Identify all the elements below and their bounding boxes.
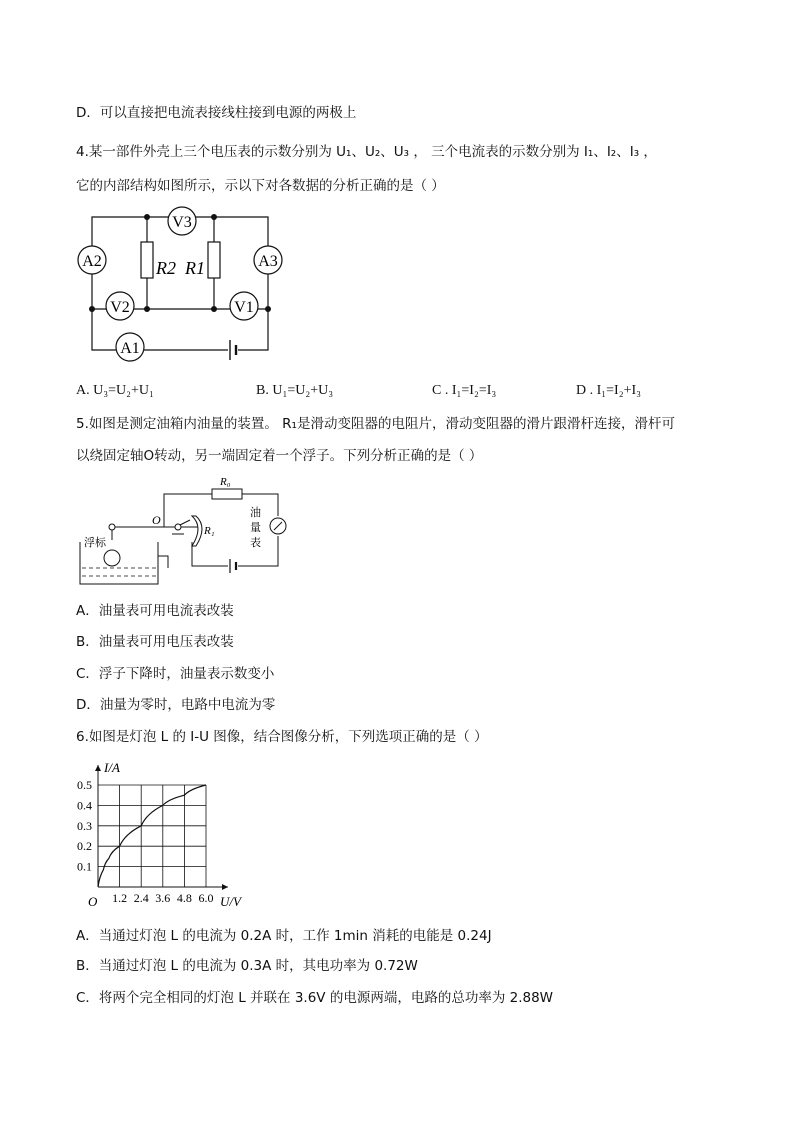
y-tick-label: 0.2 <box>77 839 92 854</box>
gauge-label-3: 表 <box>250 537 261 549</box>
meter-v1 <box>230 292 258 320</box>
meter-v3 <box>168 207 196 235</box>
q4-option-a: A. U₃=U₂+U₁ <box>76 383 154 398</box>
y-axis-label: I/A <box>104 760 120 775</box>
q6-option-c: C．将两个完全相同的灯泡 L 并联在 3.6V 的电源两端，电路的总功率为 2.88W <box>76 990 554 1006</box>
pivot-label: O <box>152 513 161 527</box>
q5-option-b: B．油量表可用电压表改装 <box>76 634 234 650</box>
float-label: 浮标 <box>84 537 106 549</box>
q4-option-b: B. U₁=U₂+U₃ <box>256 383 334 398</box>
svg-text:A2: A2 <box>82 253 102 270</box>
y-tick-label: 0.4 <box>77 798 92 813</box>
resistor-r2 <box>141 242 153 278</box>
y-axis-arrow <box>95 765 101 771</box>
resistor-r1-element <box>192 516 202 546</box>
q4-option-c: C . I₁=I₂=I₃ <box>432 383 497 398</box>
q5-option-a: A．油量表可用电流表改装 <box>76 603 234 619</box>
resistor-r1-label: R1 <box>185 258 205 278</box>
q4-stem-line2: 它的内部结构如图所示，示以下对各数据的分析正确的是（ ） <box>76 178 445 194</box>
origin-label: O <box>88 894 98 909</box>
x-tick-label: 2.4 <box>133 891 149 905</box>
svg-text:V1: V1 <box>234 299 254 316</box>
q6-option-a: A．当通过灯泡 L 的电流为 0.2A 时，工作 1min 消耗的电能是 0.24J <box>76 928 492 944</box>
iu-chart <box>70 756 246 912</box>
y-tick-label: 0.3 <box>77 818 92 833</box>
q5-option-c: C．浮子下降时，油量表示数变小 <box>76 666 275 682</box>
q6-option-b: B．当通过灯泡 L 的电流为 0.3A 时，其电功率为 0.72W <box>76 958 418 974</box>
iu-curve <box>98 785 206 887</box>
q4-option-d: D . I₁=I₂+I₃ <box>576 383 642 398</box>
q5-option-d: D．油量为零时，电路中电流为零 <box>76 697 276 713</box>
resistor-r2-label: R2 <box>156 258 176 278</box>
y-tick-label: 0.5 <box>77 778 92 792</box>
q4-stem-line1: 4.某一部件外壳上三个电压表的示数分别为 U₁、U₂、U₃ ， 三个电流表的示数分别为 I₁、I₂、I₃ ， <box>76 144 657 160</box>
meter-a1 <box>116 333 144 361</box>
q5-oil-gauge-diagram <box>72 472 292 590</box>
q6-stem: 6.如图是灯泡 L 的 I-U 图像，结合图像分析，下列选项正确的是（ ） <box>76 729 488 745</box>
gauge-label-1: 油 <box>250 507 261 519</box>
gauge-label-2: 量 <box>250 522 261 534</box>
battery-symbol <box>228 340 238 360</box>
svg-text:V2: V2 <box>110 299 130 316</box>
svg-text:A1: A1 <box>120 340 140 357</box>
resistor-r0 <box>212 489 242 499</box>
svg-text:A3: A3 <box>258 253 278 270</box>
q5-stem-line1: 5.如图是测定油箱内油量的装置。 R₁是滑动变阻器的电阻片，滑动变阻器的滑片跟滑杆连接，滑杆可 <box>76 416 675 432</box>
q3-option-d: D．可以直接把电流表接线柱接到电源的两极上 <box>76 105 357 121</box>
meter-v2 <box>106 292 134 320</box>
x-tick-label: 6.0 <box>198 891 214 905</box>
x-axis-label: U/V <box>220 894 241 909</box>
meter-a3 <box>254 246 282 274</box>
meter-a2 <box>78 246 106 274</box>
x-tick-label: 3.6 <box>155 891 171 905</box>
q4-circuit-diagram <box>72 204 292 364</box>
svg-text:V3: V3 <box>172 214 192 231</box>
x-axis-arrow <box>222 884 228 890</box>
x-tick-label: 4.8 <box>176 891 192 905</box>
q5-stem-line2: 以绕固定轴O转动，另一端固定着一个浮子。下列分析正确的是（ ） <box>76 448 483 464</box>
x-tick-label: 1.2 <box>112 891 128 905</box>
resistor-r1 <box>208 242 220 278</box>
y-tick-label: 0.1 <box>77 859 92 874</box>
resistor-r0-label: R₀ <box>220 476 231 488</box>
resistor-r1-label: R₁ <box>204 525 215 537</box>
